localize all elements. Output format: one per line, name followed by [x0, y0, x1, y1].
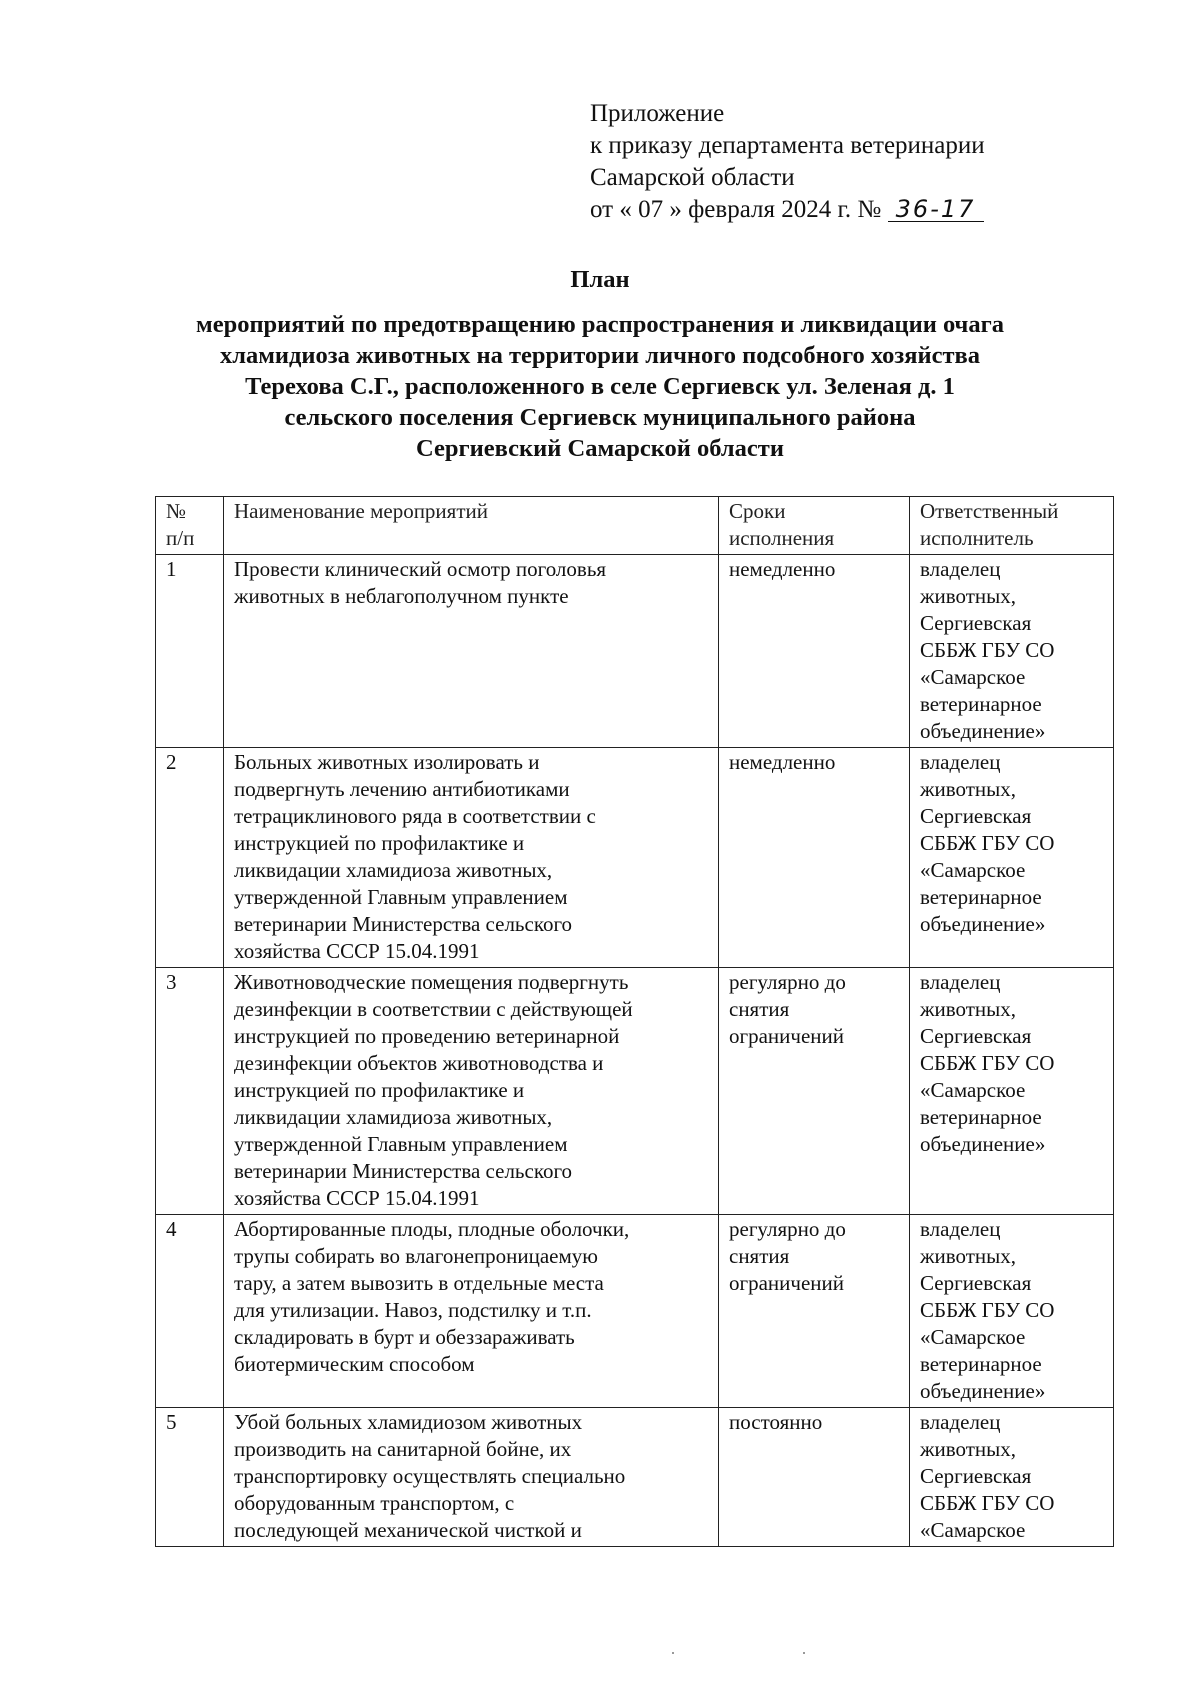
row-name: Убой больных хламидиозом животных производить на санитарной бойне, их транспортировку осуществлять специально оборудованным транспортом, с последующей механической чисткой и [224, 1408, 719, 1547]
scan-speck [803, 1652, 805, 1654]
row-responsible: владелец животных, Сергиевская СББЖ ГБУ СО «Самарское ветеринарное объединение» [910, 555, 1114, 748]
row-name: Животноводческие помещения подвергнуть дезинфекции в соответствии с действующей инструкцией по проведению ветеринарной дезинфекции объектов животноводства и инструкцией по профилактике и ликвидации хламидиоза животных, утвержденной Главным управлением ветеринарии Министерства сельского хозяйства СССР 15.04.1991 [224, 968, 719, 1215]
row-term: немедленно [719, 555, 910, 748]
plan-title-line-4: сельского поселения Сергиевск муниципального района [284, 404, 916, 431]
header-term: Сроки исполнения [719, 497, 910, 555]
row-responsible: владелец животных, Сергиевская СББЖ ГБУ СО «Самарское ветеринарное объединение» [910, 748, 1114, 968]
table-row [156, 555, 1114, 748]
plan-title-line-1: мероприятий по предотвращению распространения и ликвидации очага [196, 311, 1004, 338]
table-row [156, 968, 1114, 1215]
row-term: немедленно [719, 748, 910, 968]
header-name: Наименование мероприятий [224, 497, 719, 555]
header-num: № п/п [156, 497, 224, 555]
row-num: 4 [156, 1215, 224, 1408]
table-row [156, 748, 1114, 968]
appendix-date: от « 07 » февраля 2024 г. № [590, 196, 882, 223]
row-num: 3 [156, 968, 224, 1215]
handwritten-order-number: 36-17 [888, 197, 984, 222]
header-responsible: Ответственный исполнитель [910, 497, 1114, 555]
appendix-order-ref: к приказу департамента ветеринарии [590, 132, 985, 159]
row-num: 2 [156, 748, 224, 968]
row-responsible: владелец животных, Сергиевская СББЖ ГБУ СО «Самарское ветеринарное объединение» [910, 1215, 1114, 1408]
appendix-region: Самарской области [590, 164, 795, 191]
row-num: 5 [156, 1408, 224, 1547]
row-responsible: владелец животных, Сергиевская СББЖ ГБУ СО «Самарское ветеринарное объединение» [910, 968, 1114, 1215]
plan-title [0, 264, 1200, 464]
plan-title-line-5: Сергиевский Самарской области [416, 435, 784, 462]
measures-table [155, 496, 1114, 1547]
table-row [156, 1408, 1114, 1547]
row-responsible: владелец животных, Сергиевская СББЖ ГБУ СО «Самарское [910, 1408, 1114, 1547]
appendix-date-line [590, 194, 985, 226]
scan-speck [672, 1652, 674, 1654]
plan-title-line-2: хламидиоза животных на территории личного подсобного хозяйства [219, 342, 981, 369]
row-term: постоянно [719, 1408, 910, 1547]
row-name: Провести клинический осмотр поголовья животных в неблагополучном пункте [224, 555, 719, 748]
appendix-block [590, 98, 985, 226]
appendix-label: Приложение [590, 100, 725, 127]
row-num: 1 [156, 555, 224, 748]
row-term: регулярно до снятия ограничений [719, 968, 910, 1215]
plan-title-line-3: Терехова С.Г., расположенного в селе Сергиевск ул. Зеленая д. 1 [245, 373, 955, 400]
row-name: Абортированные плоды, плодные оболочки, трупы собирать во влагонепроницаемую тару, а затем вывозить в отдельные места для утилизации. Навоз, подстилку и т.п. складировать в бурт и обеззараживать биотермическим способом [224, 1215, 719, 1408]
table-header-row [156, 497, 1114, 555]
table-row [156, 1215, 1114, 1408]
row-term: регулярно до снятия ограничений [719, 1215, 910, 1408]
plan-heading: План [570, 266, 630, 293]
row-name: Больных животных изолировать и подвергнуть лечению антибиотиками тетрациклинового ряда в соответствии с инструкцией по профилактике и ликвидации хламидиоза животных, утвержденной Главным управлением ветеринарии Министерства сельского хозяйства СССР 15.04.1991 [224, 748, 719, 968]
